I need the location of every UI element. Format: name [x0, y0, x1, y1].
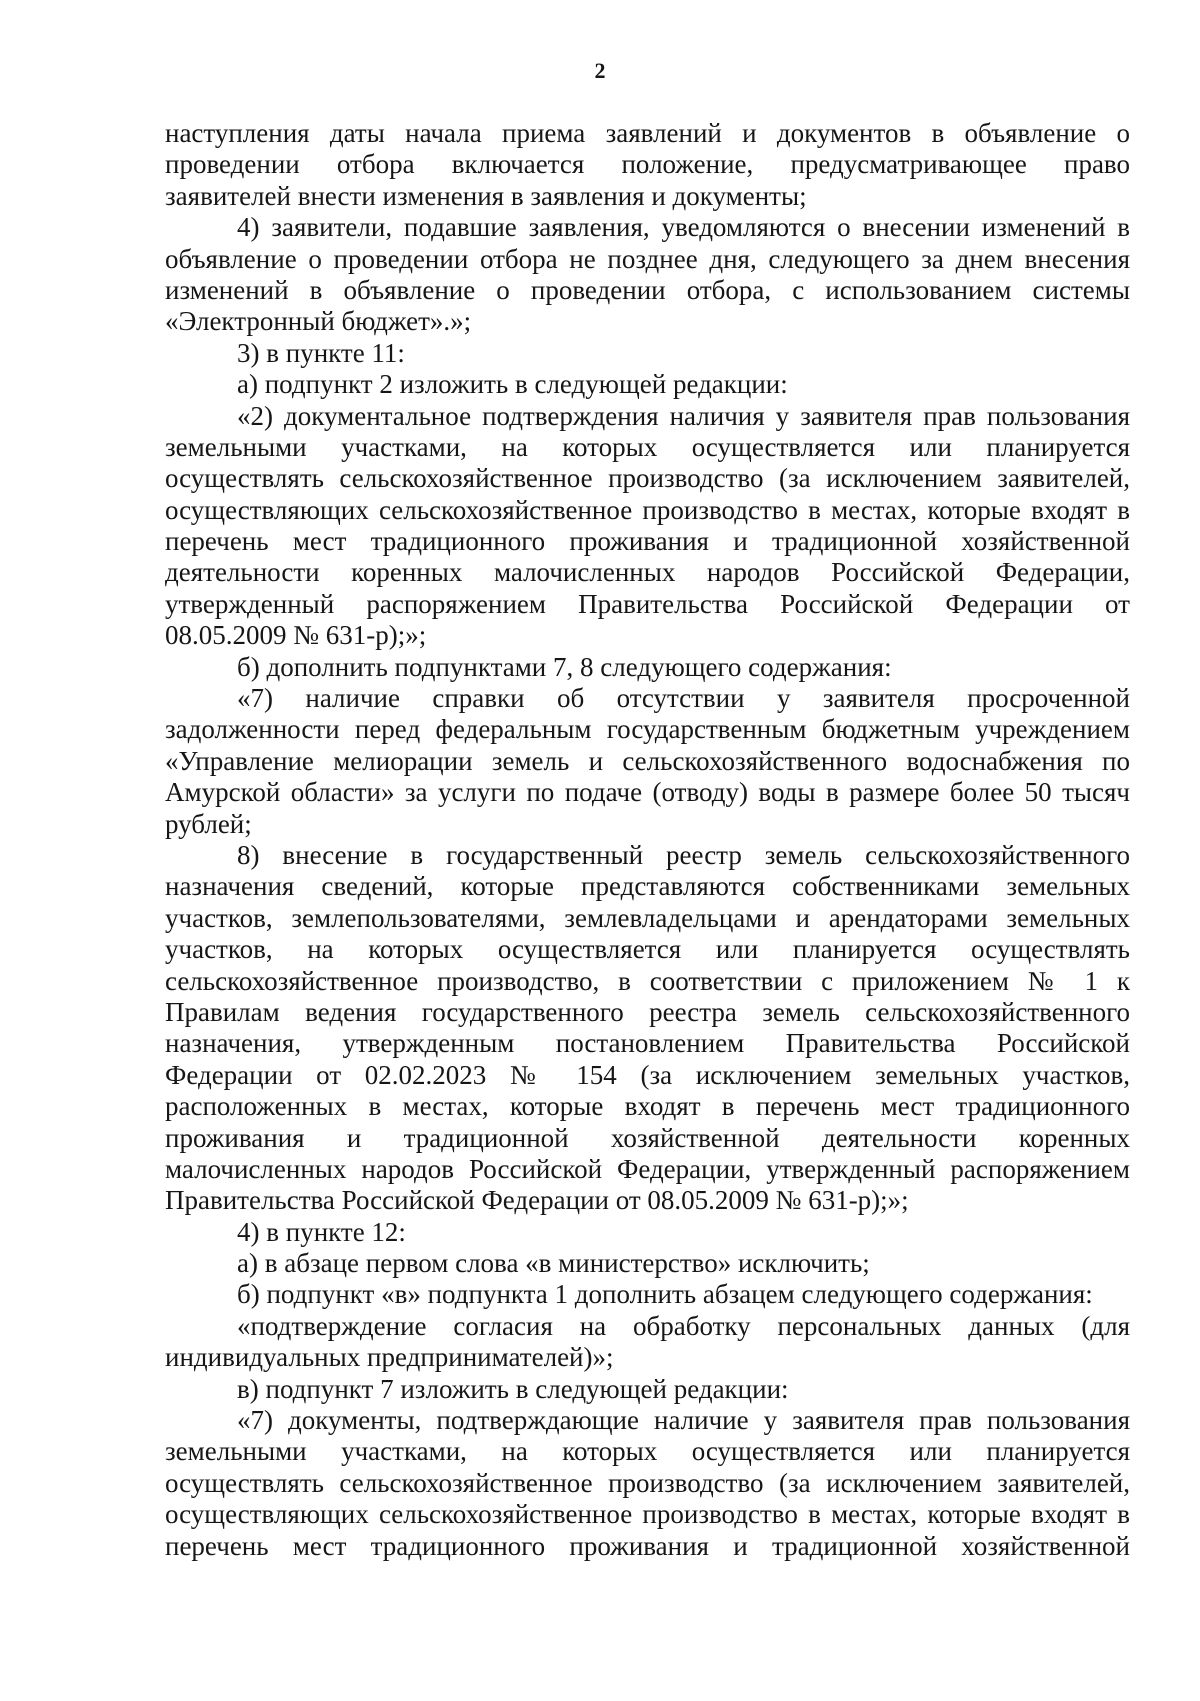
- text-line: объявление о проведении отбора не позднее дня, следующего за днем внесения: [165, 243, 1130, 274]
- text-line: «Управление мелиорации земель и сельскохозяйственного водоснабжения по: [165, 745, 1130, 776]
- text-line: «7) наличие справки об отсутствии у заявителя просроченной: [237, 683, 1130, 714]
- text-line: «7) документы, подтверждающие наличие у заявителя прав пользования: [237, 1405, 1130, 1436]
- text-line: осуществляющих сельскохозяйственное производство в местах, которые входят в: [165, 1499, 1130, 1530]
- document-body: [165, 118, 1130, 1562]
- text-line: перечень мест традиционного проживания и традиционной хозяйственной: [165, 1530, 1130, 1561]
- text-line: 4) в пункте 12:: [237, 1216, 406, 1247]
- text-line: сельскохозяйственное производство, в соответствии с приложением № 1 к: [165, 965, 1130, 996]
- text-line: а) в абзаце первом слова «в министерство» исключить;: [237, 1248, 870, 1279]
- text-line: 3) в пункте 11:: [237, 337, 405, 368]
- text-line: Правительства Российской Федерации от 08.05.2009 № 631-р);»;: [165, 1185, 909, 1216]
- text-line: деятельности коренных малочисленных народов Российской Федерации,: [165, 557, 1130, 588]
- text-line: Правилам ведения государственного реестра земель сельскохозяйственного: [165, 996, 1130, 1027]
- text-line: «2) документальное подтверждения наличия у заявителя прав пользования: [237, 400, 1130, 431]
- text-line: осуществлять сельскохозяйственное производство (за исключением заявителей,: [165, 1467, 1130, 1498]
- text-line: а) подпункт 2 изложить в следующей редакции:: [237, 369, 788, 400]
- text-line: назначения, утвержденным постановлением Правительства Российской: [165, 1028, 1130, 1059]
- text-line: земельными участками, на которых осуществляется или планируется: [165, 431, 1130, 462]
- text-line: 08.05.2009 № 631-р);»;: [165, 620, 427, 651]
- text-line: «подтверждение согласия на обработку персональных данных (для: [237, 1310, 1130, 1341]
- text-line: наступления даты начала приема заявлений и документов в объявление о: [165, 118, 1130, 148]
- text-line: Амурской области» за услуги по подаче (отводу) воды в размере более 50 тысяч: [165, 777, 1130, 808]
- text-line: б) дополнить подпунктами 7, 8 следующего содержания:: [237, 651, 892, 682]
- text-line: б) подпункт «в» подпункта 1 дополнить абзацем следующего содержания:: [237, 1279, 1093, 1310]
- text-line: задолженности перед федеральным государственным бюджетным учреждением: [165, 714, 1130, 745]
- text-line: расположенных в местах, которые входят в перечень мест традиционного: [165, 1091, 1130, 1122]
- text-line: земельными участками, на которых осуществляется или планируется: [165, 1436, 1130, 1467]
- text-line: проведении отбора включается положение, предусматривающее право: [165, 149, 1130, 180]
- text-line: в) подпункт 7 изложить в следующей редакции:: [237, 1373, 789, 1404]
- text-line: индивидуальных предпринимателей)»;: [165, 1342, 614, 1373]
- text-line: заявителей внести изменения в заявления и документы;: [165, 180, 807, 211]
- text-line: 4) заявители, подавшие заявления, уведомляются о внесении изменений в: [237, 212, 1130, 243]
- text-line: перечень мест традиционного проживания и традиционной хозяйственной: [165, 526, 1130, 557]
- text-line: участков, землепользователями, землевладельцами и арендаторами земельных: [165, 902, 1130, 933]
- text-line: «Электронный бюджет».»;: [165, 306, 472, 337]
- text-line: Федерации от 02.02.2023 № 154 (за исключением земельных участков,: [165, 1059, 1130, 1090]
- text-line: осуществляющих сельскохозяйственное производство в местах, которые входят в: [165, 494, 1130, 525]
- text-line: утвержденный распоряжением Правительства Российской Федерации от: [165, 588, 1130, 619]
- text-line: изменений в объявление о проведении отбора, с использованием системы: [165, 274, 1130, 305]
- text-line: малочисленных народов Российской Федерации, утвержденный распоряжением: [165, 1153, 1130, 1184]
- text-line: участков, на которых осуществляется или планируется осуществлять: [165, 934, 1130, 965]
- text-line: проживания и традиционной хозяйственной деятельности коренных: [165, 1122, 1130, 1153]
- text-line: назначения сведений, которые представляются собственниками земельных: [165, 871, 1130, 902]
- page-number: 2: [594, 58, 606, 83]
- text-line: осуществлять сельскохозяйственное производство (за исключением заявителей,: [165, 463, 1130, 494]
- text-line: 8) внесение в государственный реестр земель сельскохозяйственного: [237, 839, 1130, 870]
- text-line: рублей;: [165, 808, 252, 839]
